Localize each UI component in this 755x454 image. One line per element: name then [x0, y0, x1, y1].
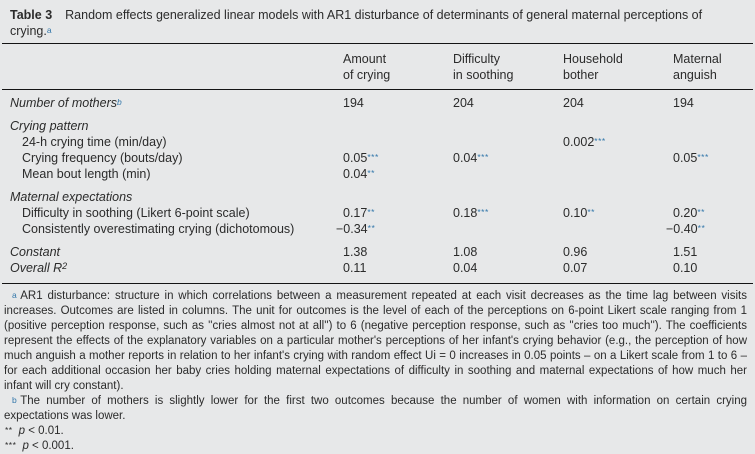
value-cell — [673, 205, 755, 221]
value-cell — [343, 118, 453, 134]
row-label: 24-h crying time (min/day) — [22, 135, 167, 149]
coefficient: 0.05 — [343, 151, 368, 165]
value-cell — [336, 221, 453, 237]
footnote: $^b$ The number of mothers is slightly lower for the first two outcomes because the number of women with information on certain crying expectations was lower. — [4, 395, 747, 422]
column-headers — [0, 44, 755, 89]
value-cell — [453, 95, 563, 111]
coefficient: 0.11 — [343, 261, 367, 275]
coefficient: −0.40 — [666, 222, 698, 236]
column-header-2 — [453, 51, 563, 83]
table-row — [0, 95, 755, 111]
row-label: Crying pattern — [10, 119, 89, 133]
value-cell — [563, 205, 673, 221]
column-header-line2: anguish — [673, 68, 717, 82]
coefficient: 0.18 — [453, 206, 478, 220]
significance-stars: ** — [697, 207, 705, 217]
table-row — [0, 166, 755, 182]
coefficient: 0.04 — [453, 151, 478, 165]
coefficient: 1.51 — [673, 245, 698, 259]
table-row — [0, 134, 755, 150]
table-body — [0, 90, 755, 283]
column-header-line2: bother — [563, 68, 599, 82]
value-cell — [563, 134, 673, 150]
coefficient: 1.08 — [453, 245, 478, 259]
value-cell — [563, 221, 673, 237]
coefficient: 1.38 — [343, 245, 368, 259]
value-cell — [453, 189, 563, 205]
value-cell — [453, 166, 563, 182]
value-cell — [343, 166, 453, 182]
value-cell — [453, 134, 563, 150]
caption-text: Random effects generalized linear models with AR1 disturbance of determinants of general maternal perceptions of crying. — [10, 8, 703, 38]
value-cell — [343, 260, 453, 276]
coefficient: 0.96 — [563, 245, 588, 259]
footnote: $^a$ AR1 disturbance: structure in which correlations between a measurement repeated at each visit decreases as the time lag between visits increases. Outcomes are listed in columns. The unit for outcomes is the level of each of the perceptions on 6-point Likert scale ranging from 1 (positive perception response, such as ''cries almost not at all'') to 6 (negative perception response, such as ''cries too much''). The coefficients represent the effects of the explanatory variables on a particular mother's perceptions of her infant's crying behavior (e.g., the perception of how much anguish a mother reports in relation to her infant's crying with random effect Ui = 0 increases in 0.05 points – on a Likert scale from 1 to 6 – for each additional occasion her baby cries holding maternal expectations of difficulty in soothing and maternal expectations of how much her infant will cry constant). — [4, 290, 747, 392]
caption-label: Table 3 — [10, 8, 53, 22]
footnote-ref: b — [116, 97, 123, 107]
value-cell — [666, 221, 755, 237]
value-cell — [453, 260, 563, 276]
value-cell — [453, 244, 563, 260]
value-cell — [453, 221, 563, 237]
footnote: *** p < 0.001. — [5, 440, 74, 452]
coefficient: 204 — [563, 96, 584, 110]
footnotes — [0, 284, 755, 454]
coefficient: 0.07 — [563, 261, 588, 275]
p-symbol: p — [18, 425, 26, 437]
significance-stars: *** — [477, 207, 489, 217]
row-label: Difficulty in soothing (Likert 6-point scale) — [22, 206, 250, 220]
coefficient: 0.17 — [343, 206, 368, 220]
coefficient: −0.34 — [336, 222, 368, 236]
value-cell — [453, 205, 563, 221]
exponent: 2 — [62, 261, 68, 271]
header-empty-cell — [0, 51, 343, 83]
value-cell — [343, 189, 453, 205]
significance-stars: ** — [697, 223, 706, 233]
value-cell — [673, 189, 755, 205]
coefficient: 204 — [453, 96, 474, 110]
significance-stars: ** — [367, 207, 375, 217]
column-header-line1: Household — [563, 52, 623, 66]
significance-stars: ** — [367, 168, 375, 178]
table-row — [0, 221, 755, 237]
row-label: Constant — [10, 245, 61, 259]
column-header-4 — [673, 51, 755, 83]
footnote-marker: a — [12, 290, 18, 300]
row-label: Overall $R^2$ — [10, 261, 68, 275]
significance-stars: *** — [697, 152, 709, 162]
coefficient: 0.20 — [673, 206, 698, 220]
value-cell — [673, 134, 755, 150]
significance-stars: *** — [477, 152, 489, 162]
significance-stars: *** — [594, 136, 606, 146]
value-cell — [343, 205, 453, 221]
coefficient: 0.002 — [563, 135, 595, 149]
value-cell — [673, 244, 755, 260]
coefficient: 0.10 — [673, 261, 698, 275]
caption-footnote-marker: a — [46, 25, 53, 35]
footnote-marker: ** — [5, 425, 13, 435]
row-label: Mean bout length (min) — [22, 167, 151, 181]
coefficient: 0.10 — [563, 206, 588, 220]
value-cell — [343, 95, 453, 111]
table-row — [0, 260, 755, 276]
column-header-line2: in soothing — [453, 68, 514, 82]
footnote-marker: *** — [5, 440, 17, 450]
value-cell — [673, 95, 755, 111]
section-row — [0, 189, 755, 205]
row-label: Crying frequency (bouts/day) — [22, 151, 183, 165]
table-row — [0, 205, 755, 221]
value-cell — [563, 95, 673, 111]
column-header-3 — [563, 51, 673, 83]
value-cell — [343, 244, 453, 260]
table-row — [0, 150, 755, 166]
value-cell — [563, 118, 673, 134]
footnote-marker: b — [12, 395, 18, 405]
p-symbol: p — [22, 440, 29, 452]
column-header-line1: Difficulty — [453, 52, 501, 66]
row-label: Number of mothers$^b$ — [10, 96, 123, 110]
value-cell — [673, 150, 755, 166]
column-header-line2: of crying — [343, 68, 391, 82]
column-header-line1: Amount — [343, 52, 387, 66]
significance-stars: *** — [367, 152, 379, 162]
value-cell — [563, 189, 673, 205]
value-cell — [563, 150, 673, 166]
coefficient: 0.04 — [343, 167, 368, 181]
value-cell — [673, 118, 755, 134]
coefficient: 0.05 — [673, 151, 698, 165]
footnote: ** p < 0.01. — [5, 425, 64, 437]
significance-stars: ** — [587, 207, 595, 217]
coefficient: 0.04 — [453, 261, 478, 275]
value-cell — [563, 244, 673, 260]
value-cell — [563, 260, 673, 276]
value-cell — [673, 260, 755, 276]
value-cell — [343, 150, 453, 166]
coefficient: 194 — [343, 96, 364, 110]
value-cell — [453, 118, 563, 134]
coefficient: 194 — [673, 96, 694, 110]
section-row — [0, 118, 755, 134]
value-cell — [453, 150, 563, 166]
column-header-1 — [343, 51, 453, 83]
significance-stars: ** — [367, 223, 376, 233]
row-label: Maternal expectations — [10, 190, 133, 204]
column-header-line1: Maternal — [673, 52, 722, 66]
row-label: Consistently overestimating crying (dichotomous) — [22, 222, 295, 236]
value-cell — [673, 166, 755, 182]
value-cell — [563, 166, 673, 182]
value-cell — [343, 134, 453, 150]
table-caption — [0, 0, 755, 43]
table-row — [0, 244, 755, 260]
